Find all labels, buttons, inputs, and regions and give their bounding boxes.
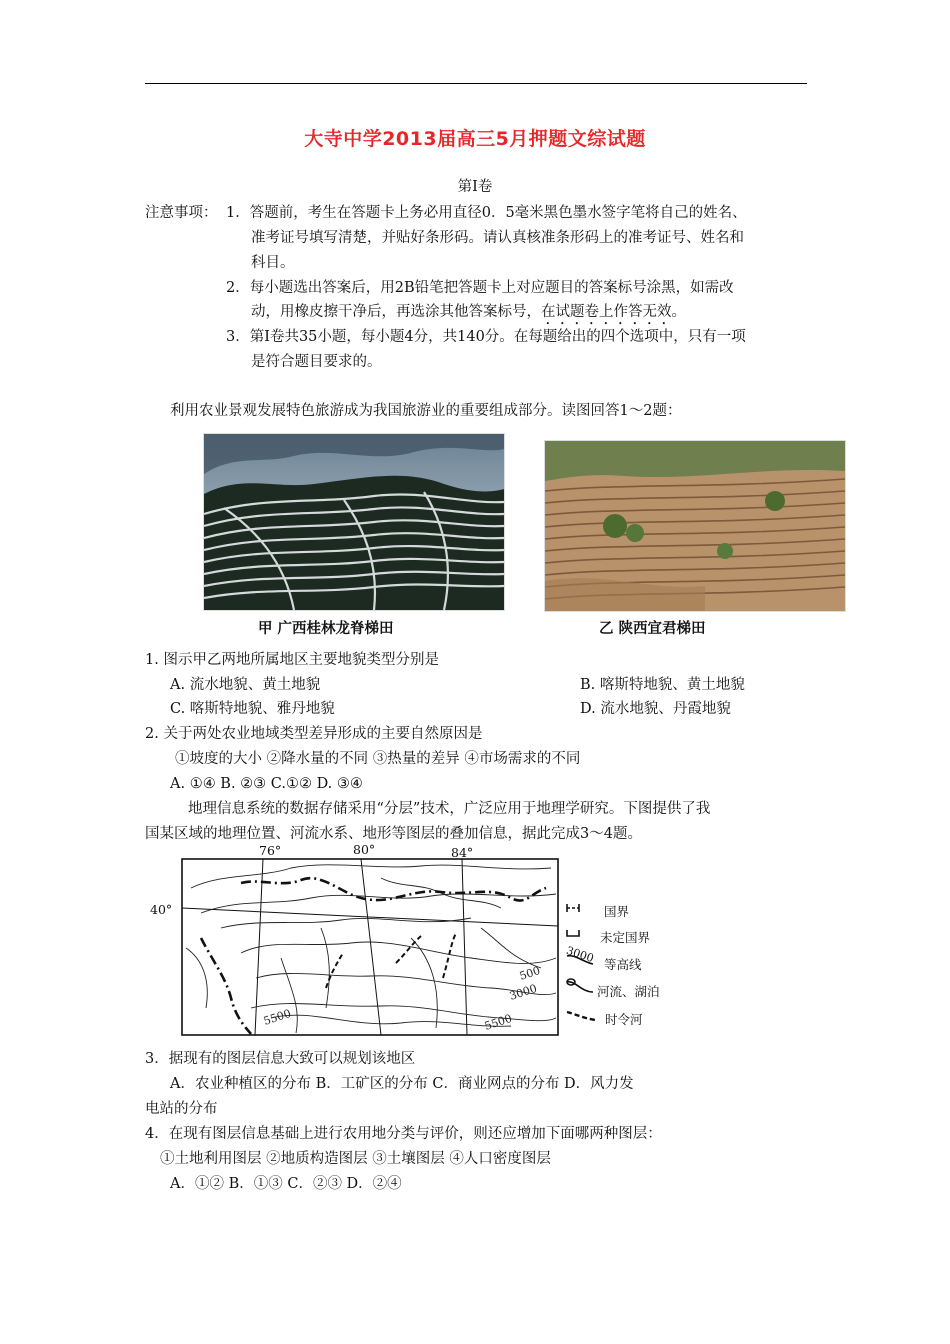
- legend-seasonal-river: 时令河: [605, 1012, 643, 1027]
- legend-contour-value: 3000: [564, 943, 596, 966]
- intro-paragraph-2-line-2: 国某区域的地理位置、河流水系、地形等图层的叠加信息，据此完成3～4题。: [145, 826, 642, 842]
- q4-factors: ①土地利用图层 ②地质构造图层 ③土壤图层 ④人口密度图层: [160, 1151, 551, 1167]
- intro-paragraph-2-line-1: 地理信息系统的数据存储采用“分层”技术，广泛应用于地理学研究。下图提供了我: [188, 801, 711, 817]
- notice-item-3-line-1: 3．第Ⅰ卷共35小题，每小题4分，共140分。在每题给出的四个选项中，只有一项: [226, 329, 746, 345]
- legend-undetermined-border: 未定国界: [600, 930, 651, 945]
- map-label-3000: 3000: [507, 981, 539, 1003]
- intro-paragraph-1: 利用农业景观发展特色旅游成为我国旅游业的重要组成部分。读图回答1～2题：: [170, 403, 682, 419]
- notice-item-3-line-2: 是符合题目要求的。: [251, 354, 382, 370]
- q1-option-b: B. 喀斯特地貌、黄土地貌: [580, 677, 745, 693]
- map-label-500: 500: [517, 964, 542, 983]
- legend-river-lake: 河流、湖泊: [597, 984, 660, 999]
- notice-item-1-line-1: 1．答题前，考生在答题卡上务必用直径0．5毫米黑色墨水签字笔将自己的姓名、: [226, 205, 747, 221]
- legend-border: 国界: [604, 904, 630, 919]
- emphasized-text: 在试题卷上作答无效: [541, 304, 672, 320]
- map-longitude-80: 80°: [353, 842, 376, 857]
- gis-map: [181, 858, 559, 1036]
- q4-options: A．①② B．①③ C．②③ D．②④: [170, 1176, 402, 1192]
- photo-yijun-terraces: [544, 440, 846, 612]
- legend-contour: 等高线: [604, 957, 642, 972]
- q4-stem: 4．在现有图层信息基础上进行农用地分类与评价，则还应增加下面哪两种图层：: [145, 1126, 662, 1142]
- photo-caption-left: 甲 广西桂林龙脊梯田: [258, 621, 394, 637]
- notice-item-2-line-1: 2．每小题选出答案后，用2B铅笔把答题卡上对应题目的答案标号涂黑，如需改: [226, 280, 734, 296]
- q1-option-c: C. 喀斯特地貌、雅丹地貌: [170, 701, 335, 717]
- map-latitude-40: 40°: [150, 902, 173, 917]
- notice-label: 注意事项：: [145, 205, 218, 221]
- photo-caption-right: 乙 陕西宜君梯田: [599, 621, 706, 637]
- q3-options: A．农业种植区的分布 B．工矿区的分布 C．商业网点的分布 D．风力发: [170, 1076, 634, 1092]
- q1-stem: 1. 图示甲乙两地所属地区主要地貌类型分别是: [145, 652, 439, 668]
- map-longitude-76: 76°: [259, 843, 282, 858]
- notice-item-1-line-2: 准考证号填写清楚，并贴好条形码。请认真核准条形码上的准考证号、姓名和: [251, 230, 744, 246]
- map-label-5500a: 5500: [261, 1006, 293, 1028]
- q2-stem: 2. 关于两处农业地域类型差异形成的主要自然原因是: [145, 726, 483, 742]
- page-title: 大寺中学2013届高三5月押题文综试题: [304, 128, 646, 150]
- volume-label: 第Ⅰ卷: [457, 179, 493, 195]
- q3-options-continued: 电站的分布: [145, 1101, 218, 1117]
- header-rule: [145, 83, 807, 84]
- map-longitude-84: 84°: [451, 845, 474, 860]
- q2-options: A. ①④ B. ②③ C.①② D. ③④: [170, 776, 363, 792]
- notice-item-1-line-3: 科目。: [251, 255, 295, 271]
- q1-option-d: D. 流水地貌、丹霞地貌: [580, 701, 731, 717]
- q1-option-a: A. 流水地貌、黄土地貌: [170, 677, 321, 693]
- map-label-5500b: 5500: [482, 1011, 514, 1033]
- photo-longji-terraces: [203, 433, 505, 611]
- q2-factors: ①坡度的大小 ②降水量的不同 ③热量的差异 ④市场需求的不同: [175, 751, 581, 767]
- notice-item-2-line-2: 动，用橡皮擦干净后，再选涂其他答案标号，在试题卷上作答无效。: [251, 304, 686, 320]
- q3-stem: 3．据现有的图层信息大致可以规划该地区: [145, 1051, 416, 1067]
